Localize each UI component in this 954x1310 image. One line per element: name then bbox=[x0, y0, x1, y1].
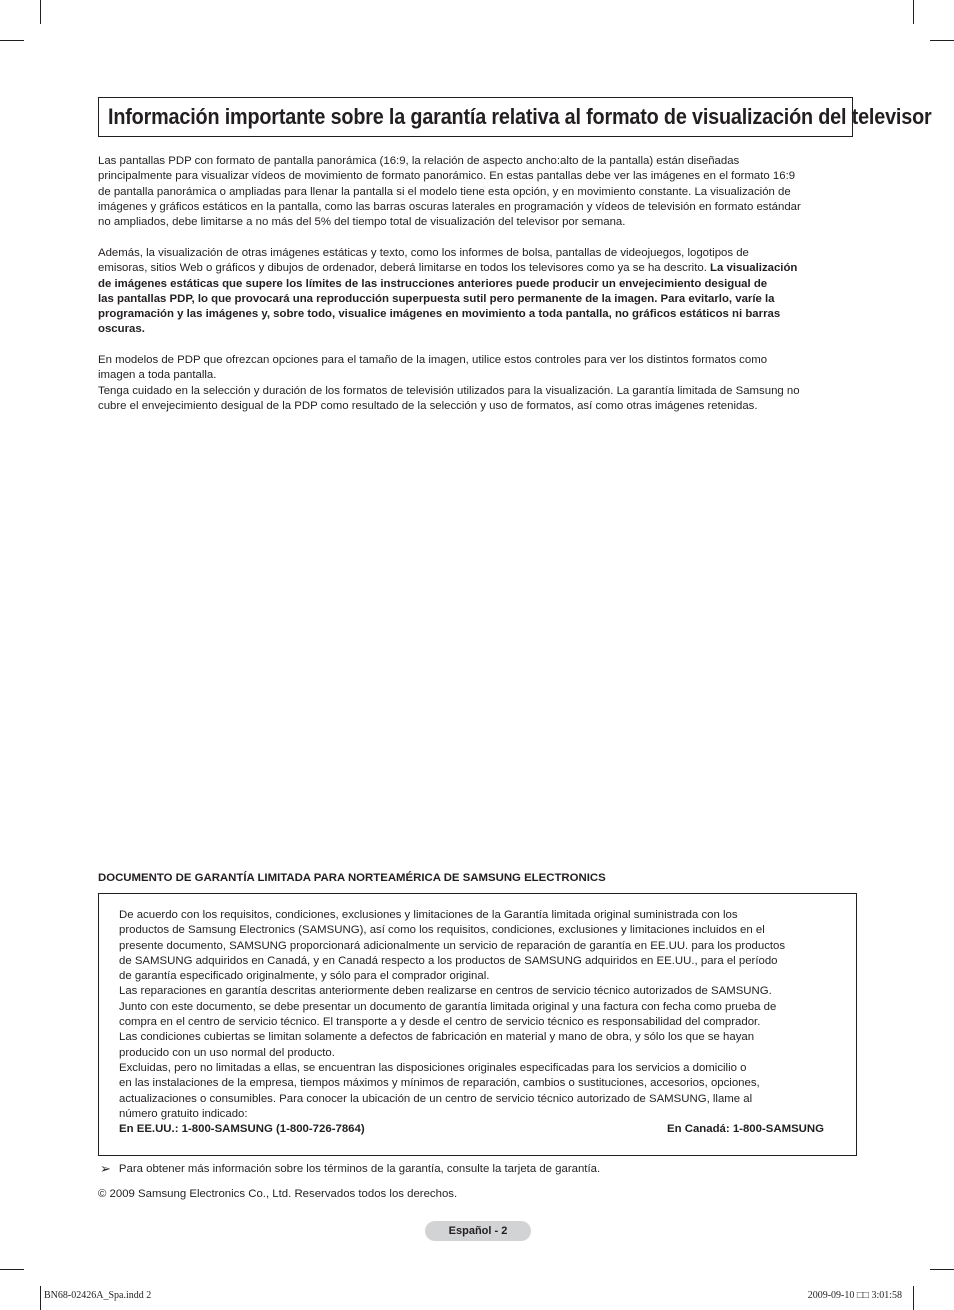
text-line: productos de Samsung Electronics (SAMSUNG), así como los requisitos, condiciones, exclusiones y limitaciones incluidos en el bbox=[119, 924, 765, 937]
note bbox=[100, 1161, 600, 1177]
text-line: En modelos de PDP que ofrezcan opciones para el tamaño de la imagen, utilice estos controles para ver los distintos formatos como bbox=[98, 354, 768, 366]
text-line: producido con un uso normal del producto. bbox=[119, 1046, 335, 1059]
text-line-bold: oscuras. bbox=[98, 323, 145, 336]
text-line: De acuerdo con los requisitos, condiciones, exclusiones y limitaciones de la Garantía limitada original suministrada con los bbox=[119, 909, 738, 921]
text-line: compra en el centro de servicio técnico. El transporte a y desde el centro de servicio técnico es responsabilidad del comprador. bbox=[119, 1016, 761, 1029]
text-line: de SAMSUNG adquiridos en Canadá, y en Canadá respecto a los productos de SAMSUNG adquiridos en EE.UU., para el período bbox=[119, 954, 778, 967]
text-line: Las reparaciones en garantía descritas anteriormente deben realizarse en centros de servicio técnico autorizados de SAMSUNG. bbox=[119, 985, 772, 998]
warranty-box bbox=[98, 893, 857, 1156]
text-line: Junto con este documento, se debe presentar un documento de garantía limitada original y una factura con fecha como prueba de bbox=[119, 1000, 777, 1013]
text-line: no ampliados, debe limitarse a no más del 5% del tiempo total de visualización del televisor por semana. bbox=[98, 216, 626, 229]
text-line: actualizaciones o consumibles. Para conocer la ubicación de un centro de servicio técnico autorizado de SAMSUNG, llame al bbox=[119, 1092, 753, 1105]
page-number-tab bbox=[425, 1221, 531, 1241]
text-line: Las condiciones cubiertas se limitan solamente a defectos de fabricación en material y mano de obra, y sólo los que se hayan bbox=[119, 1031, 755, 1044]
text-line: imágenes y gráficos estáticos en la pantalla, como las barras oscuras laterales en programación y vídeos de televisión en formato estándar bbox=[98, 200, 801, 213]
title-box bbox=[98, 97, 932, 137]
page-title: Información importante sobre la garantía relativa al formato de visualización del televisor bbox=[108, 104, 932, 129]
crop-mark bbox=[40, 0, 41, 24]
phone-canada: En Canadá: 1-800-SAMSUNG bbox=[667, 1123, 824, 1136]
text-line: de pantalla panorámica o ampliadas para llenar la pantalla si el modelo tiene esta opción, y en movimiento constante. La visualización de bbox=[98, 185, 791, 198]
crop-mark bbox=[930, 1269, 954, 1270]
text-line: Las pantallas PDP con formato de pantalla panorámica (16:9, la relación de aspecto ancho:alto de la pantalla) están diseñadas bbox=[98, 155, 740, 167]
crop-mark bbox=[913, 1286, 914, 1310]
text-line: principalmente para visualizar vídeos de movimiento de formato panorámico. En estas pantallas debe ver las imágenes en el formato 16:9 bbox=[98, 170, 796, 183]
text-line-bold: programación y las imágenes y, sobre todo, visualice imágenes en movimiento a toda pantalla, no gráficos estáticos ni barras bbox=[98, 308, 781, 321]
text-line: cubre el envejecimiento desigual de la PDP como resultado de la selección y uso de formatos, así como otras imágenes retenidas. bbox=[98, 399, 758, 412]
text-line: en las instalaciones de la empresa, tiempos máximos y mínimos de reparación, cambios o sustituciones, accesorios, opciones, bbox=[119, 1077, 760, 1090]
text-normal: emisoras, sitios Web o gráficos y dibujos de ordenador, deberá limitarse en todos los televisores como ya se ha descrito. bbox=[98, 262, 707, 275]
intro-paragraph-2 bbox=[98, 246, 858, 338]
copyright: © 2009 Samsung Electronics Co., Ltd. Reservados todos los derechos. bbox=[98, 1188, 458, 1200]
crop-mark bbox=[0, 40, 24, 41]
text-line: número gratuito indicado: bbox=[119, 1107, 248, 1120]
phone-usa: En EE.UU.: 1-800-SAMSUNG (1-800-726-7864) bbox=[119, 1123, 365, 1136]
text-line-bold: las pantallas PDP, lo que provocará una reproducción superpuesta sutil pero permanente de la imagen. Para evitarlo, varíe la bbox=[98, 292, 775, 305]
intro-paragraph-3 bbox=[98, 353, 858, 414]
text-line: Tenga cuidado en la selección y duración de los formatos de televisión utilizados para la visualización. La garantía limitada de Samsung no bbox=[98, 384, 800, 397]
crop-mark bbox=[913, 0, 914, 24]
text-line-bold: de imágenes estáticas que supere los límites de las instrucciones anteriores puede producir un envejecimiento desigual de bbox=[98, 277, 768, 290]
text-line: presente documento, SAMSUNG proporcionará adicionalmente un servicio de reparación de garantía en EE.UU. para los productos bbox=[119, 939, 786, 952]
crop-mark bbox=[0, 1269, 24, 1270]
file-slug: BN68-02426A_Spa.indd 2 bbox=[44, 1290, 152, 1301]
warranty-heading: DOCUMENTO DE GARANTÍA LIMITADA PARA NORTEAMÉRICA DE SAMSUNG ELECTRONICS bbox=[98, 872, 606, 884]
crop-mark bbox=[930, 40, 954, 41]
text-line: imagen a toda pantalla. bbox=[98, 369, 217, 382]
intro-paragraph-1 bbox=[98, 154, 858, 230]
page-number: Español - 2 bbox=[448, 1225, 508, 1237]
warranty-text bbox=[119, 908, 839, 1137]
text-line bbox=[98, 261, 858, 276]
arrow-bullet-icon: ➢ bbox=[100, 1161, 111, 1176]
crop-mark bbox=[40, 1286, 41, 1310]
timestamp-slug: 2009-09-10 □□ 3:01:58 bbox=[807, 1290, 902, 1301]
text-line: Excluidas, pero no limitadas a ellas, se encuentran las disposiciones originales especificadas para los servicios a domicilio o bbox=[119, 1061, 747, 1074]
text-line: Además, la visualización de otras imágenes estáticas y texto, como los informes de bolsa, pantallas de videojuegos, logotipos de bbox=[98, 247, 749, 259]
text-line: de garantía especificado originalmente, y sólo para el comprador original. bbox=[119, 970, 490, 983]
note-text: Para obtener más información sobre los términos de la garantía, consulte la tarjeta de garantía. bbox=[118, 1163, 601, 1175]
text-bold: La visualización bbox=[710, 262, 798, 275]
